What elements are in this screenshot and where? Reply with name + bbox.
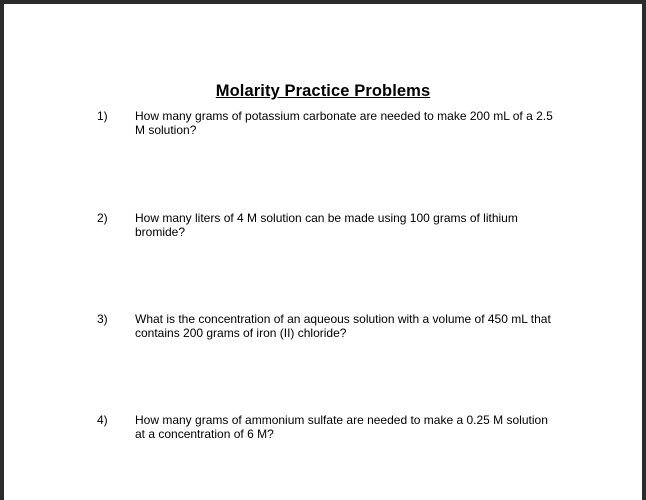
problem-number: 2) — [97, 211, 108, 225]
problem-number: 3) — [97, 312, 108, 326]
problem-number: 1) — [97, 109, 108, 123]
problem-number: 4) — [97, 413, 108, 427]
page-title: Molarity Practice Problems — [215, 82, 431, 100]
problem-text: How many grams of ammonium sulfate are needed to make a 0.25 M solution at a concentration of 6 M? — [135, 413, 548, 441]
problem-text: How many liters of 4 M solution can be made using 100 grams of lithium bromide? — [135, 211, 518, 239]
problem-text: What is the concentration of an aqueous solution with a volume of 450 mL that contains 200 grams of iron (II) chloride? — [135, 312, 551, 340]
problem-text: How many grams of potassium carbonate are needed to make 200 mL of a 2.5 M solution? — [135, 109, 553, 137]
document-page — [4, 4, 642, 500]
